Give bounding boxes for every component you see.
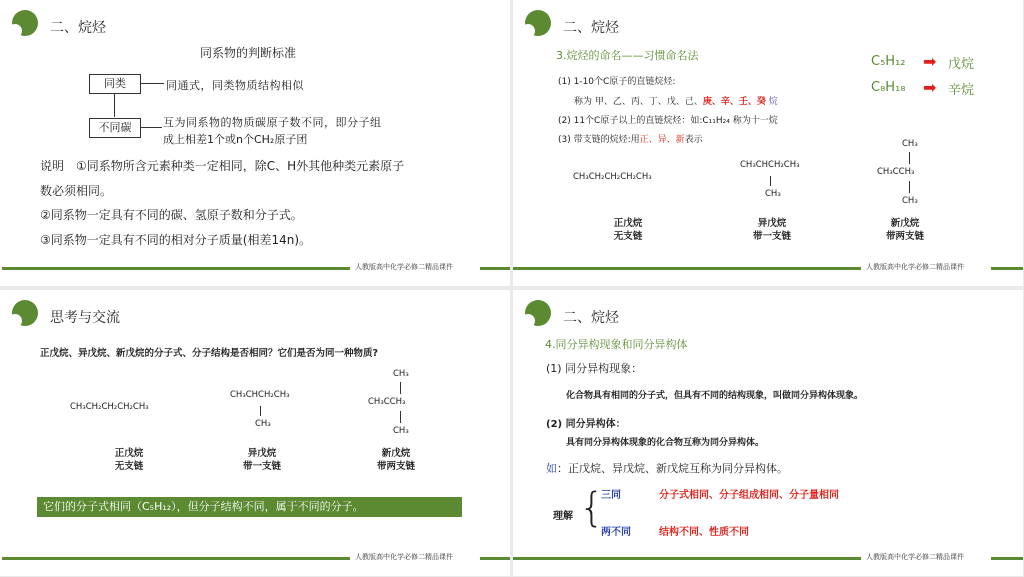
same-label: 三同 bbox=[601, 490, 621, 501]
caption-n-pentane: 正戊烷 无支链 bbox=[114, 448, 144, 472]
formula-c5h12: C₅H₁₂ bbox=[871, 54, 906, 69]
same-text: 分子式相同、分子组成相同、分子量相同 bbox=[659, 490, 839, 501]
title-bullet-icon bbox=[525, 10, 551, 36]
slide-think-discuss[interactable] bbox=[0, 290, 510, 576]
slide-heading: 同系物的判断标准 bbox=[200, 46, 297, 60]
box-same-class-desc: 同通式，同类物质结构相似 bbox=[166, 79, 304, 92]
name-octane: 辛烷 bbox=[948, 83, 975, 98]
structure-neopentane-top: CH₃ bbox=[902, 139, 918, 149]
bond-line bbox=[400, 382, 401, 394]
understand-label: 理解 bbox=[553, 511, 573, 522]
caption-n-pentane: 正戊烷 无支链 bbox=[613, 218, 643, 242]
rule-1-names: 称为 甲、乙、丙、丁、戊、己、庚、辛、壬、癸 烷 bbox=[574, 97, 778, 107]
title-bullet-icon bbox=[12, 10, 38, 36]
note-3: ③同系物一定具有不同的相对分子质量(相差14n)。 bbox=[40, 233, 311, 247]
structure-neopentane-bottom: CH₃ bbox=[393, 426, 409, 436]
arrow-right-icon: ➡ bbox=[923, 78, 937, 97]
formula-c8h18: C₈H₁₈ bbox=[871, 80, 906, 95]
structure-neopentane: CH₃CCH₃ bbox=[877, 167, 915, 177]
box-diff-carbon: 不同碳 bbox=[89, 118, 141, 138]
paragraph-2-text: 具有同分异构体现象的化合物互称为同分异构体。 bbox=[566, 438, 765, 448]
slide-isomers[interactable] bbox=[513, 290, 1023, 576]
answer-banner: 它们的分子式相同（C₅H₁₂），但分子结构不同，属于不同的分子。 bbox=[37, 497, 462, 517]
box-diff-carbon-desc-2: 成上相差1个或n个CH₂原子团 bbox=[163, 133, 308, 146]
slide-title: 二、烷烃 bbox=[563, 310, 619, 326]
caption-neopentane: 新戊烷 带两支链 bbox=[885, 218, 924, 242]
slide-homolog-criteria[interactable] bbox=[0, 0, 510, 286]
caption-neopentane: 新戊烷 带两支链 bbox=[376, 448, 415, 472]
discussion-question: 正戊烷、异戊烷、新戊烷的分子式、分子结构是否相同？它们是否为同一种物质? bbox=[40, 348, 379, 359]
title-bullet-icon bbox=[525, 300, 551, 326]
structure-neopentane-bottom: CH₃ bbox=[902, 196, 918, 206]
rule-3: (3) 带支链的烷烃:用正、异、新表示 bbox=[558, 135, 703, 145]
diff-label: 两不同 bbox=[601, 527, 631, 538]
paragraph-1-title: (1) 同分异构现象： bbox=[546, 362, 643, 375]
slide-subheading: 4.同分异构现象和同分异构体 bbox=[545, 338, 688, 351]
slide-footer: 人教版高中化学必修二精品课件 bbox=[0, 261, 510, 273]
rule-1: (1) 1-10个C原子的直链烷烃: bbox=[558, 77, 676, 87]
diff-text: 结构不同、性质不同 bbox=[659, 527, 749, 538]
bond-line bbox=[260, 406, 261, 416]
structure-isopentane-branch: CH₃ bbox=[255, 419, 271, 429]
bond-line bbox=[909, 181, 910, 193]
note-1: 说明 ①同系物所含元素种类一定相同，除C、H外其他种类元素原子 bbox=[40, 159, 405, 173]
paragraph-2-title: (2) 同分异构体： bbox=[546, 419, 626, 430]
note-1-cont: 数必须相同。 bbox=[40, 184, 113, 198]
slide-alkane-naming[interactable] bbox=[513, 0, 1023, 286]
box-diff-carbon-desc-1: 互为同系物的物质碳原子数不同，即分子组 bbox=[163, 116, 382, 129]
arrow-right-icon: ➡ bbox=[923, 52, 937, 71]
structure-neopentane-top: CH₃ bbox=[393, 369, 409, 379]
name-pentane: 戊烷 bbox=[948, 57, 975, 72]
structure-isopentane-branch: CH₃ bbox=[765, 189, 781, 199]
slide-title: 二、烷烃 bbox=[50, 20, 106, 36]
slide-title: 二、烷烃 bbox=[563, 20, 619, 36]
note-2: ②同系物一定具有不同的碳、氢原子数和分子式。 bbox=[40, 208, 303, 222]
caption-isopentane: 异戊烷 带一支链 bbox=[242, 448, 281, 472]
paragraph-1-text: 化合物具有相同的分子式，但具有不同的结构现象，叫做同分异构体现象。 bbox=[566, 391, 864, 401]
slide-footer: 人教版高中化学必修二精品课件 bbox=[513, 551, 1023, 563]
structure-isopentane: CH₃CHCH₂CH₃ bbox=[230, 390, 290, 400]
structure-neopentane: CH₃CCH₃ bbox=[368, 397, 406, 407]
connector-line-vertical bbox=[114, 93, 115, 117]
connector-line bbox=[140, 127, 162, 128]
structure-isopentane: CH₃CHCH₂CH₃ bbox=[740, 160, 800, 170]
slide-footer: 人教版高中化学必修二精品课件 bbox=[0, 551, 510, 563]
slide-footer: 人教版高中化学必修二精品课件 bbox=[513, 261, 1023, 273]
bond-line bbox=[770, 176, 771, 186]
slide-subheading: 3.烷烃的命名——习惯命名法 bbox=[556, 49, 699, 62]
box-same-class: 同类 bbox=[89, 74, 141, 94]
bond-line bbox=[400, 411, 401, 423]
example-line: 如：正戊烷、异戊烷、新戊烷互称为同分异构体。 bbox=[546, 462, 788, 475]
slide-title: 思考与交流 bbox=[50, 310, 120, 326]
connector-line bbox=[140, 83, 164, 84]
structure-n-pentane: CH₃CH₂CH₂CH₂CH₃ bbox=[573, 172, 652, 182]
caption-isopentane: 异戊烷 带一支链 bbox=[752, 218, 791, 242]
curly-brace-icon: { bbox=[579, 485, 605, 531]
bond-line bbox=[909, 152, 910, 164]
title-bullet-icon bbox=[12, 300, 38, 326]
rule-2: (2) 11个C原子以上的直链烷烃：如:C₁₁H₂₄ 称为十一烷 bbox=[558, 116, 778, 126]
structure-n-pentane: CH₃CH₂CH₂CH₂CH₃ bbox=[70, 402, 149, 412]
